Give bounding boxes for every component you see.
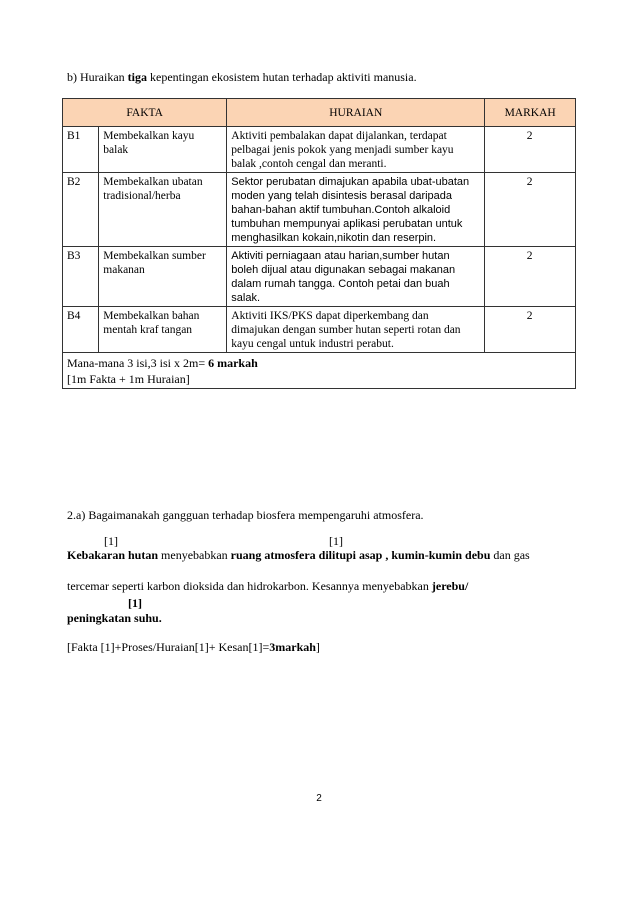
formula-total: 3markah xyxy=(269,640,316,654)
row-markah: 2 xyxy=(485,127,576,173)
row-markah: 2 xyxy=(485,307,576,353)
row-code: B1 xyxy=(63,127,99,173)
page-number: 2 xyxy=(316,793,322,804)
question-text: b) Huraikan xyxy=(67,70,128,84)
answer-text: tercemar seperti karbon dioksida dan hidrokarbon. Kesannya menyebabkan xyxy=(67,579,432,593)
answer-text: dan gas xyxy=(490,548,530,562)
answer-proses: ruang atmosfera dilitupi asap , kumin-kumin debu xyxy=(230,548,491,562)
table-footer xyxy=(63,353,576,389)
answer-line-1 xyxy=(67,548,530,563)
question-text-end: kepentingan ekosistem hutan terhadap aktiviti manusia. xyxy=(147,70,417,84)
question-1b xyxy=(67,70,417,85)
table-footer-row xyxy=(63,353,576,389)
row-code: B3 xyxy=(63,247,99,307)
header-huraian: HURAIAN xyxy=(227,99,485,127)
table-row xyxy=(63,247,576,307)
row-fakta: Membekalkan ubatan tradisional/herba xyxy=(99,173,227,247)
answer-kesan: jerebu/ xyxy=(431,579,469,593)
row-huraian: Aktiviti perniagaan atau harian,sumber hutan boleh dijual atau digunakan sebagai makanan dalam rumah tangga. Contoh petai dan buah salak. xyxy=(227,247,485,307)
row-markah: 2 xyxy=(485,247,576,307)
table-header-row xyxy=(63,99,576,127)
row-fakta: Membekalkan kayu balak xyxy=(99,127,227,173)
table-row xyxy=(63,127,576,173)
answer-line-2 xyxy=(67,579,468,594)
row-code: B4 xyxy=(63,307,99,353)
question-emphasis: tiga xyxy=(127,70,147,84)
mark-indicator-1: [1] xyxy=(104,534,118,548)
answer-fakta: Kebakaran hutan xyxy=(67,548,159,562)
mark-indicator-3: [1] xyxy=(128,596,142,610)
row-fakta: Membekalkan bahan mentah kraf tangan xyxy=(99,307,227,353)
footer-total: 6 markah xyxy=(208,356,258,370)
header-fakta: FAKTA xyxy=(63,99,227,127)
formula-text: [Fakta [1]+Proses/Huraian[1]+ Kesan[1]= xyxy=(67,640,270,654)
mark-indicator-2: [1] xyxy=(329,534,343,548)
row-huraian: Aktiviti IKS/PKS dapat diperkembang dan dimajukan dengan sumber hutan seperti rotan dan kayu cengal untuk industri perabut. xyxy=(227,307,485,353)
table-row xyxy=(63,307,576,353)
row-huraian: Sektor perubatan dimajukan apabila ubat-ubatan moden yang telah disintesis berasal daripada bahan-bahan aktif tumbuhan.Contoh alkaloid tumbuhan mempunyai aplikasi perubatan untuk menghasilkan kokain,nikotin dan reserpin. xyxy=(227,173,485,247)
question-2a: 2.a) Bagaimanakah gangguan terhadap biosfera mempengaruhi atmosfera. xyxy=(67,508,424,522)
footer-breakdown: [1m Fakta + 1m Huraian] xyxy=(67,372,190,386)
table-row xyxy=(63,173,576,247)
marking-scheme-table xyxy=(62,98,576,389)
header-markah: MARKAH xyxy=(485,99,576,127)
marking-formula xyxy=(67,640,320,655)
footer-text: Mana-mana 3 isi,3 isi x 2m= xyxy=(67,356,209,370)
formula-end: ] xyxy=(315,640,320,654)
row-fakta: Membekalkan sumber makanan xyxy=(99,247,227,307)
row-huraian: Aktiviti pembalakan dapat dijalankan, terdapat pelbagai jenis pokok yang menjadi sumber kayu balak ,contoh cengal dan meranti. xyxy=(227,127,485,173)
row-markah: 2 xyxy=(485,173,576,247)
answer-line-3: peningkatan suhu. xyxy=(67,611,162,625)
answer-text: menyebabkan xyxy=(158,548,231,562)
row-code: B2 xyxy=(63,173,99,247)
